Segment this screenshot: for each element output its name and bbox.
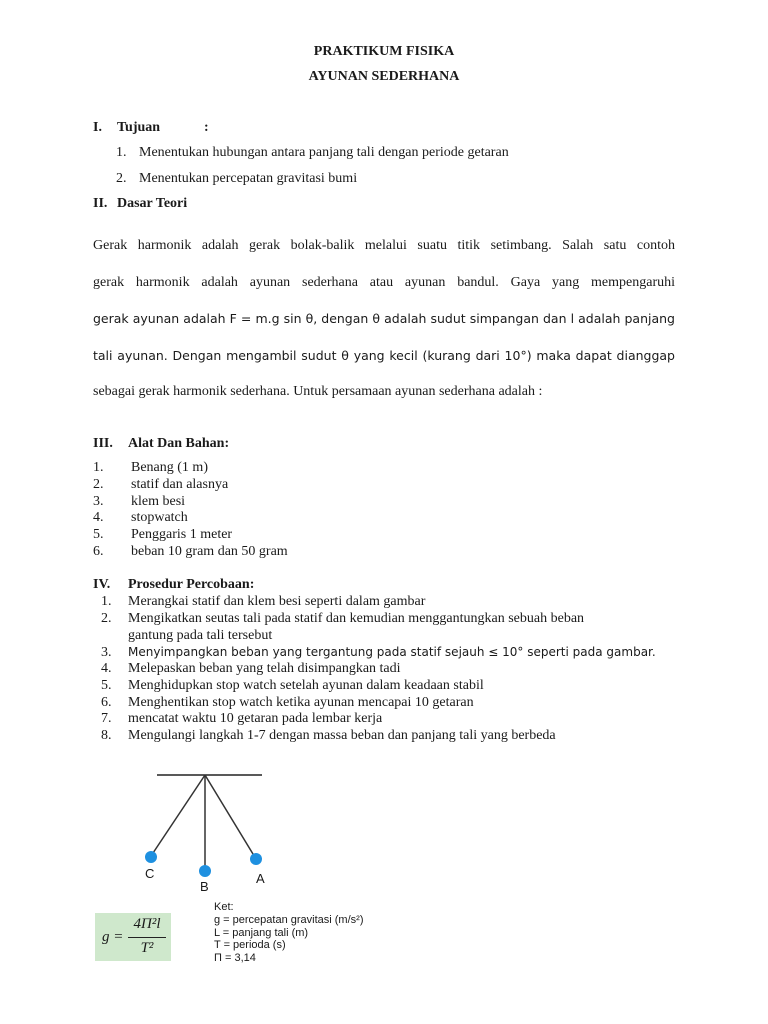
alat-item-num: 1. xyxy=(93,460,104,475)
prosedur-item-num: 8. xyxy=(101,728,112,743)
keterangan-line: Π = 3,14 xyxy=(214,952,256,964)
paragraph-line: gerak ayunan adalah F = m.g sin θ, dengan θ adalah sudut simpangan dan l adalah panjang xyxy=(93,311,675,326)
keterangan-line: L = panjang tali (m) xyxy=(214,927,309,939)
section-tujuan-number: I. xyxy=(93,120,102,135)
prosedur-item-text: Mengulangi langkah 1-7 dengan massa beban dan panjang tali yang berbeda xyxy=(128,728,556,743)
pendulum-string-c xyxy=(151,775,205,856)
section-tujuan-heading: Tujuan xyxy=(117,120,161,135)
pendulum-bob-b xyxy=(199,865,211,877)
alat-item-text: stopwatch xyxy=(131,510,188,525)
section-prosedur-number: IV. xyxy=(93,577,111,592)
formula-denominator: T² xyxy=(140,940,154,956)
prosedur-item-num: 5. xyxy=(101,678,112,693)
prosedur-item-text: Mengikatkan seutas tali pada statif dan kemudian menggantungkan sebuah beban xyxy=(128,611,585,626)
keterangan-line: g = percepatan gravitasi (m/s²) xyxy=(214,914,364,926)
prosedur-item-num: 2. xyxy=(101,611,112,626)
document-subtitle: AYUNAN SEDERHANA xyxy=(308,69,460,84)
pendulum-string-a xyxy=(205,775,256,859)
prosedur-item-text: gantung pada tali tersebut xyxy=(128,628,273,643)
prosedur-item-num: 3. xyxy=(101,645,112,660)
alat-item-text: Penggaris 1 meter xyxy=(131,527,233,542)
prosedur-item-text: mencatat waktu 10 getaran pada lembar kerja xyxy=(128,711,383,726)
alat-item-text: klem besi xyxy=(131,494,186,509)
alat-item-num: 5. xyxy=(93,527,104,542)
keterangan-title: Ket: xyxy=(214,901,234,913)
prosedur-item-text: Menyimpangkan beban yang tergantung pada statif sejauh ≤ 10° seperti pada gambar. xyxy=(128,645,656,659)
pendulum-bob-a xyxy=(250,853,262,865)
section-tujuan-colon: : xyxy=(204,120,209,135)
paragraph-line: gerak harmonik adalah ayunan sederhana atau ayunan bandul. Gaya yang mempengaruhi xyxy=(93,274,675,290)
paragraph-line: sebagai gerak harmonik sederhana. Untuk persamaan ayunan sederhana adalah : xyxy=(93,384,543,399)
alat-item-num: 3. xyxy=(93,494,104,509)
prosedur-item-num: 7. xyxy=(101,711,112,726)
formula-numerator: 4Π²l xyxy=(133,916,161,932)
pendulum-label-b: B xyxy=(200,879,209,894)
prosedur-item-text: Menghidupkan stop watch setelah ayunan dalam keadaan stabil xyxy=(128,678,484,693)
section-dasar-teori-number: II. xyxy=(93,196,108,211)
prosedur-item-text: Menghentikan stop watch ketika ayunan mencapai 10 getaran xyxy=(128,695,474,710)
prosedur-item-text: Melepaskan beban yang telah disimpangkan tadi xyxy=(128,661,401,676)
formula-fraction-line xyxy=(128,937,166,938)
paragraph-line: tali ayunan. Dengan mengambil sudut θ yang kecil (kurang dari 10°) maka dapat dianggap xyxy=(93,347,675,363)
prosedur-item-num: 1. xyxy=(101,594,112,609)
alat-item-text: beban 10 gram dan 50 gram xyxy=(131,544,288,559)
alat-item-text: Benang (1 m) xyxy=(131,460,208,475)
keterangan-line: T = perioda (s) xyxy=(214,939,286,951)
tujuan-item-num: 2. xyxy=(116,171,127,186)
section-prosedur-heading: Prosedur Percobaan: xyxy=(128,577,255,592)
pendulum-label-a: A xyxy=(256,871,265,886)
prosedur-item-num: 6. xyxy=(101,695,112,710)
alat-item-text: statif dan alasnya xyxy=(131,477,229,492)
tujuan-item-text: Menentukan percepatan gravitasi bumi xyxy=(139,171,358,186)
section-alat-number: III. xyxy=(93,436,113,451)
tujuan-item-text: Menentukan hubungan antara panjang tali dengan periode getaran xyxy=(139,145,509,160)
prosedur-item-num: 4. xyxy=(101,661,112,676)
alat-item-num: 4. xyxy=(93,510,104,525)
prosedur-item-text: Merangkai statif dan klem besi seperti dalam gambar xyxy=(128,594,426,609)
formula-lhs: g = xyxy=(102,929,124,945)
alat-item-num: 2. xyxy=(93,477,104,492)
pendulum-bob-c xyxy=(145,851,157,863)
pendulum-label-c: C xyxy=(145,866,155,881)
document-title: PRAKTIKUM FISIKA xyxy=(313,44,455,59)
paragraph-line: Gerak harmonik adalah gerak bolak-balik melalui suatu titik setimbang. Salah satu contoh xyxy=(93,238,675,253)
section-alat-heading: Alat Dan Bahan: xyxy=(128,436,230,451)
tujuan-item-num: 1. xyxy=(116,145,127,160)
alat-item-num: 6. xyxy=(93,544,104,559)
section-dasar-teori-heading: Dasar Teori xyxy=(117,196,188,211)
